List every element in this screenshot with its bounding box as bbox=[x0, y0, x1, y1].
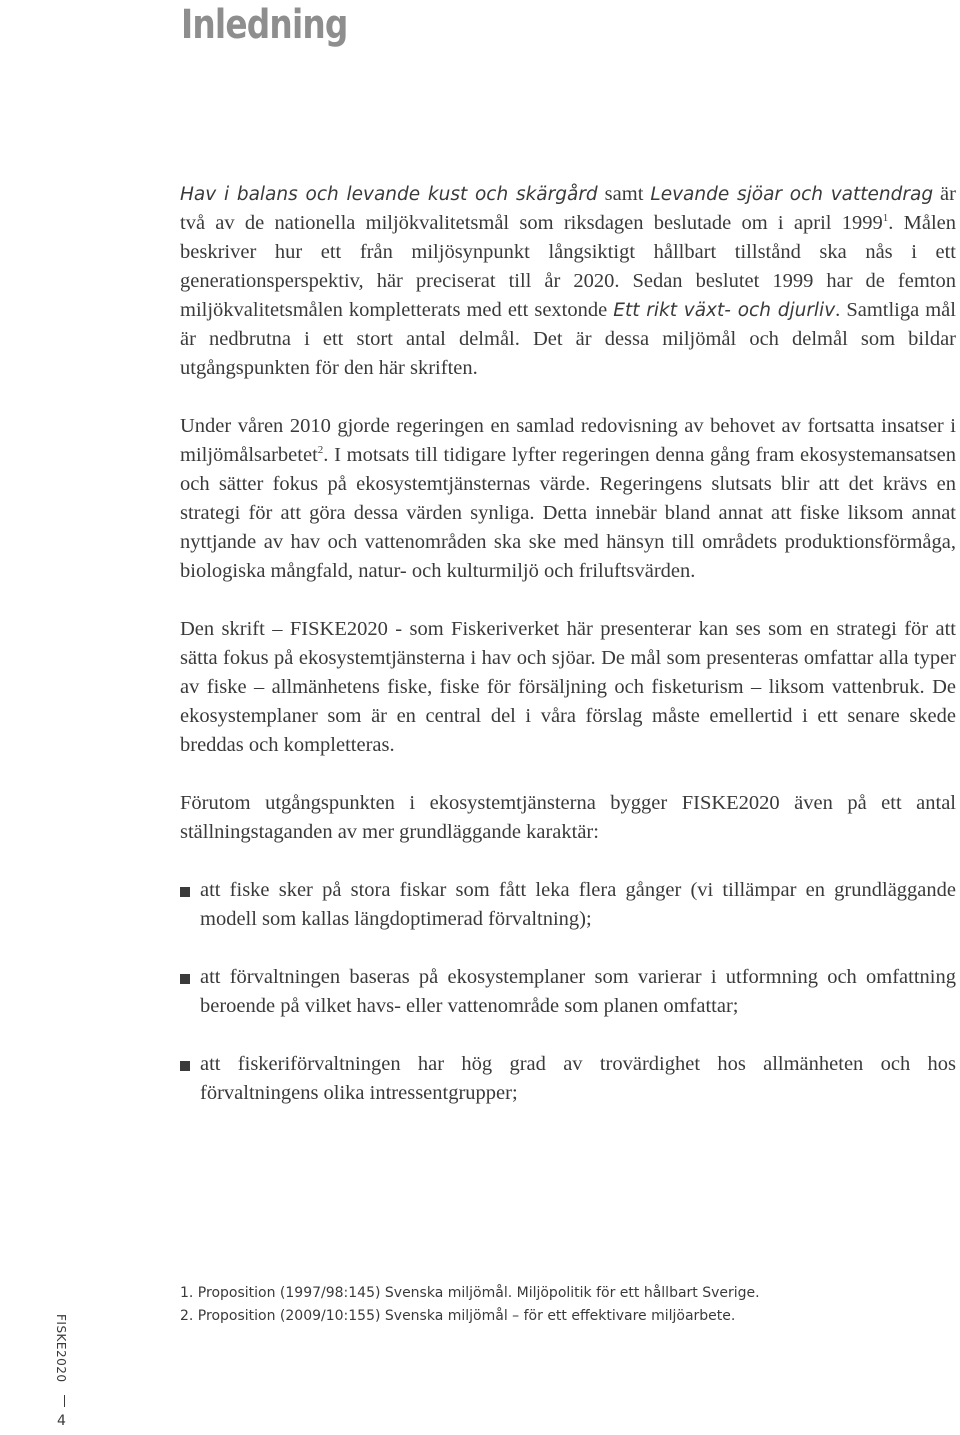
paragraph-3-segment: Den skrift – FISKE2020 - som Fiskeriverket här presenterar kan ses som en strategi för att sätta fokus på ekosystemtjänsterna i hav och sjöar. De mål som presenteras omfattar alla typer av fiske – allmänhetens fiske, fiske för försäljning och fisketurism – liksom vattenbruk. De ekosystemplaner som är en central del i våra förslag måste emellertid i ett senare skede breddas och kompletteras. bbox=[180, 618, 956, 756]
paragraph-1-segment: . Samtliga mål är nedbrutna i ett stort antal delmål. Det är dessa miljömål och delmål som bildar utgångspunkten för den här skriften. bbox=[180, 299, 956, 379]
footnote-ref-1: 1 bbox=[882, 212, 889, 225]
footnote-2: 2. Proposition (2009/10:155) Svenska miljömål – för ett effektivare miljöarbete. bbox=[180, 1308, 736, 1324]
page-title: Inledning bbox=[181, 2, 348, 48]
paragraph-2-segment: . I motsats till tidigare lyfter regeringen denna gång fram ekosystemansatsen och sätter fokus på ekosystemtjänsternas värde. Regeringens slutsats blir att det krävs en strategi för att göra dessa värden synliga. Detta innebär bland annat att fiske liksom annat nyttjande av hav och vattenområden ska ske med hänsyn till områdets produktionsförmåga, biologiska mångfald, natur- och kulturmiljö och friluftsvärden. bbox=[180, 444, 956, 582]
page-number: 4 bbox=[57, 1413, 66, 1429]
side-label: FISKE2020 bbox=[54, 1314, 68, 1383]
footnote-1: 1. Proposition (1997/98:145) Svenska miljömål. Miljöpolitik för ett hållbart Sverige. bbox=[180, 1285, 760, 1301]
list-item-text: att förvaltningen baseras på ekosystemplaner som varierar i utformning och omfattning beroende på vilket havs- eller vattenområde som planen omfattar; bbox=[200, 966, 956, 1017]
list-item bbox=[180, 963, 956, 1021]
paragraph-1-segment: Ett rikt växt- och djurliv bbox=[613, 300, 836, 321]
list-item bbox=[180, 876, 956, 934]
paragraph-1-segment: Levande sjöar och vattendrag bbox=[650, 184, 934, 205]
body-text bbox=[180, 180, 956, 1137]
footnote-ref-2: 2 bbox=[317, 444, 324, 457]
list-item-text: att fiske sker på stora fiskar som fått leka flera gånger (vi tillämpar en grundläggande modell som kallas längdoptimerad förvaltning); bbox=[200, 879, 956, 930]
list-item bbox=[180, 1050, 956, 1108]
square-bullet-icon bbox=[180, 887, 190, 897]
list-item-text: att fiskeriförvaltningen har hög grad av trovärdighet hos allmänheten och hos förvaltningens olika intressentgrupper; bbox=[200, 1053, 956, 1104]
bullet-list bbox=[180, 876, 956, 1108]
paragraph-4-segment: Förutom utgångspunkten i ekosystemtjänsterna bygger FISKE2020 även på ett antal ställningstaganden av mer grundläggande karaktär: bbox=[180, 792, 956, 843]
paragraph-1-segment: Hav i balans och levande kust och skärgård bbox=[180, 184, 598, 205]
paragraph-2-segment: Under våren 2010 gjorde regeringen en samlad redovisning av behovet av fortsatta insatser i miljömålsarbetet bbox=[180, 415, 956, 466]
paragraph-1-segment: samt bbox=[597, 183, 651, 205]
square-bullet-icon bbox=[180, 1061, 190, 1071]
paragraph-1-segment: är två av de nationella miljökvalitetsmål som riksdagen beslutade om i april 1999 bbox=[180, 183, 956, 234]
paragraph-3 bbox=[180, 615, 956, 760]
square-bullet-icon bbox=[180, 974, 190, 984]
paragraph-4 bbox=[180, 789, 956, 847]
paragraph-1-segment: . Målen beskriver hur ett från miljösynpunkt långsiktigt hållbart tillstånd ska nås i ett generationsperspektiv, här preciserat till år 2020. Sedan beslutet 1999 har de femton miljökvalitetsmålen kompletterats med ett sextonde bbox=[180, 212, 956, 321]
side-rule-divider bbox=[64, 1395, 65, 1407]
footnotes bbox=[180, 1282, 940, 1328]
paragraph-1 bbox=[180, 180, 956, 383]
paragraph-2 bbox=[180, 412, 956, 586]
